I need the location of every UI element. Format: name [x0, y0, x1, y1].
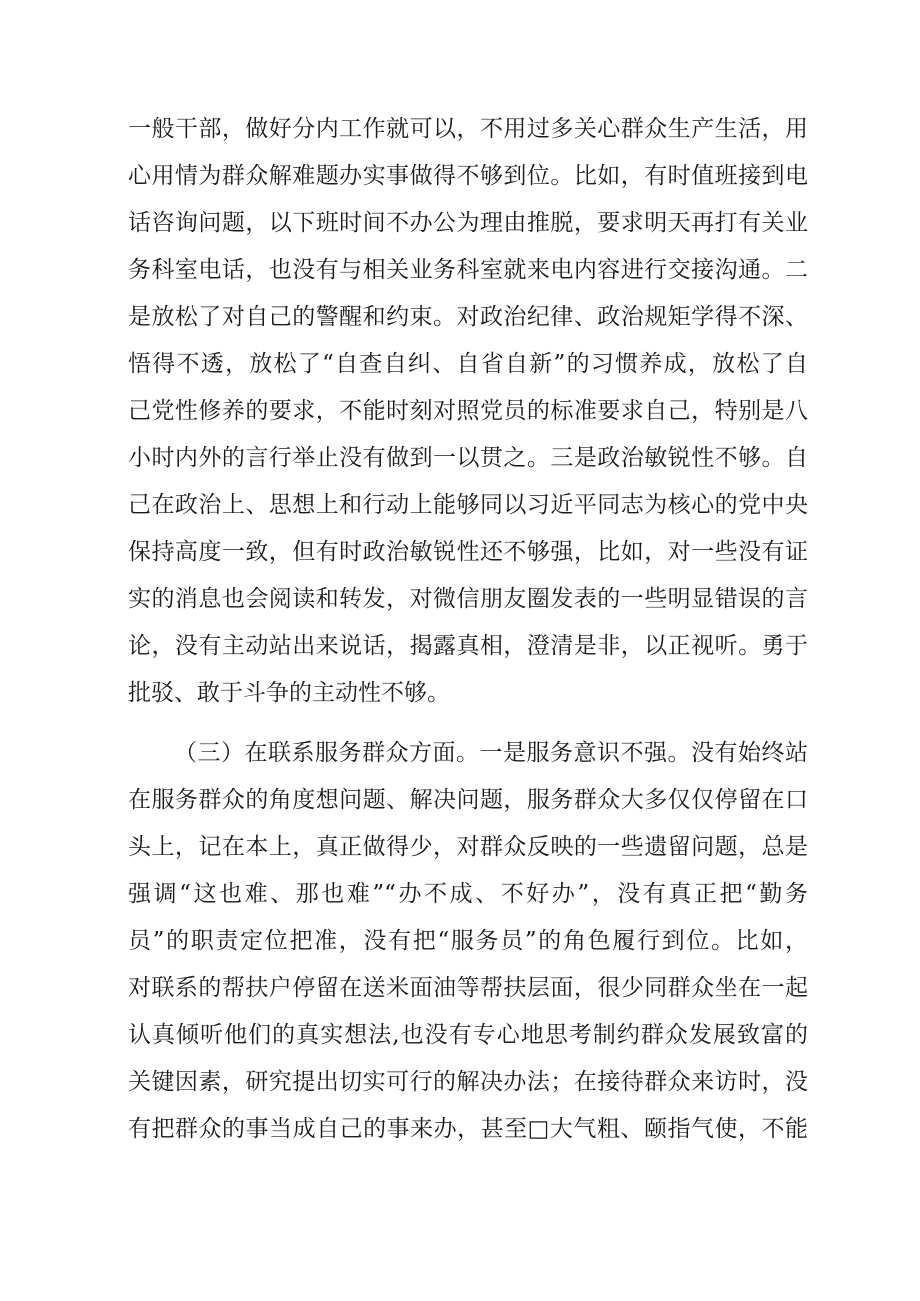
text-line: 实的消息也会阅读和转发，对微信朋友圈发表的一些明显错误的言 [128, 586, 808, 612]
text-line: 务科室电话，也没有与相关业务科室就来电内容进行交接沟通。二 [128, 257, 808, 283]
document-body [128, 106, 808, 1153]
text-line: 己在政治上、思想上和行动上能够同以习近平同志为核心的党中央 [128, 492, 808, 518]
text-line: 保持高度一致，但有时政治敏锐性还不够强，比如，对一些没有证 [128, 539, 808, 565]
text-line: 有把群众的事当成自己的事来办，甚至□大气粗、颐指气使，不能 [128, 1116, 808, 1142]
text-line: 己党性修养的要求，不能时刻对照党员的标准要求自己，特别是八 [128, 398, 808, 424]
paragraph-spacer [128, 717, 808, 730]
text-line: 员”的职责定位把准，没有把“服务员”的角色履行到位。比如， [128, 928, 808, 954]
text-line: 在服务群众的角度想问题、解决问题，服务群众大多仅仅停留在口 [128, 787, 808, 813]
paragraph [128, 106, 808, 717]
text-line: 话咨询问题，以下班时间不办公为理由推脱，要求明天再打有关业 [128, 210, 808, 236]
text-line: 论，没有主动站出来说话，揭露真相，澄清是非，以正视听。勇于 [128, 633, 808, 659]
text-line: 心用情为群众解难题办实事做得不够到位。比如，有时值班接到电 [128, 163, 808, 189]
text-line: 认真倾听他们的真实想法,也没有专心地思考制约群众发展致富的 [128, 1022, 808, 1048]
text-line: 头上，记在本上，真正做得少，对群众反映的一些遗留问题，总是 [128, 834, 808, 860]
text-line: （三）在联系服务群众方面。一是服务意识不强。没有始终站 [174, 740, 808, 766]
text-line: 一般干部，做好分内工作就可以，不用过多关心群众生产生活，用 [128, 116, 808, 142]
paragraph [128, 730, 808, 1153]
text-line: 小时内外的言行举止没有做到一以贯之。三是政治敏锐性不够。自 [128, 445, 808, 471]
text-line: 是放松了对自己的警醒和约束。对政治纪律、政治规矩学得不深、 [128, 304, 808, 330]
text-line: 悟得不透，放松了“自查自纠、自省自新”的习惯养成，放松了自 [128, 351, 808, 377]
text-line: 关键因素，研究提出切实可行的解决办法；在接待群众来访时，没 [128, 1069, 808, 1095]
text-line: 对联系的帮扶户停留在送米面油等帮扶层面，很少同群众坐在一起 [128, 975, 808, 1001]
text-line: 强调“这也难、那也难”“办不成、不好办”，没有真正把“勤务 [128, 881, 808, 907]
text-line: 批驳、敢于斗争的主动性不够。 [128, 680, 450, 706]
